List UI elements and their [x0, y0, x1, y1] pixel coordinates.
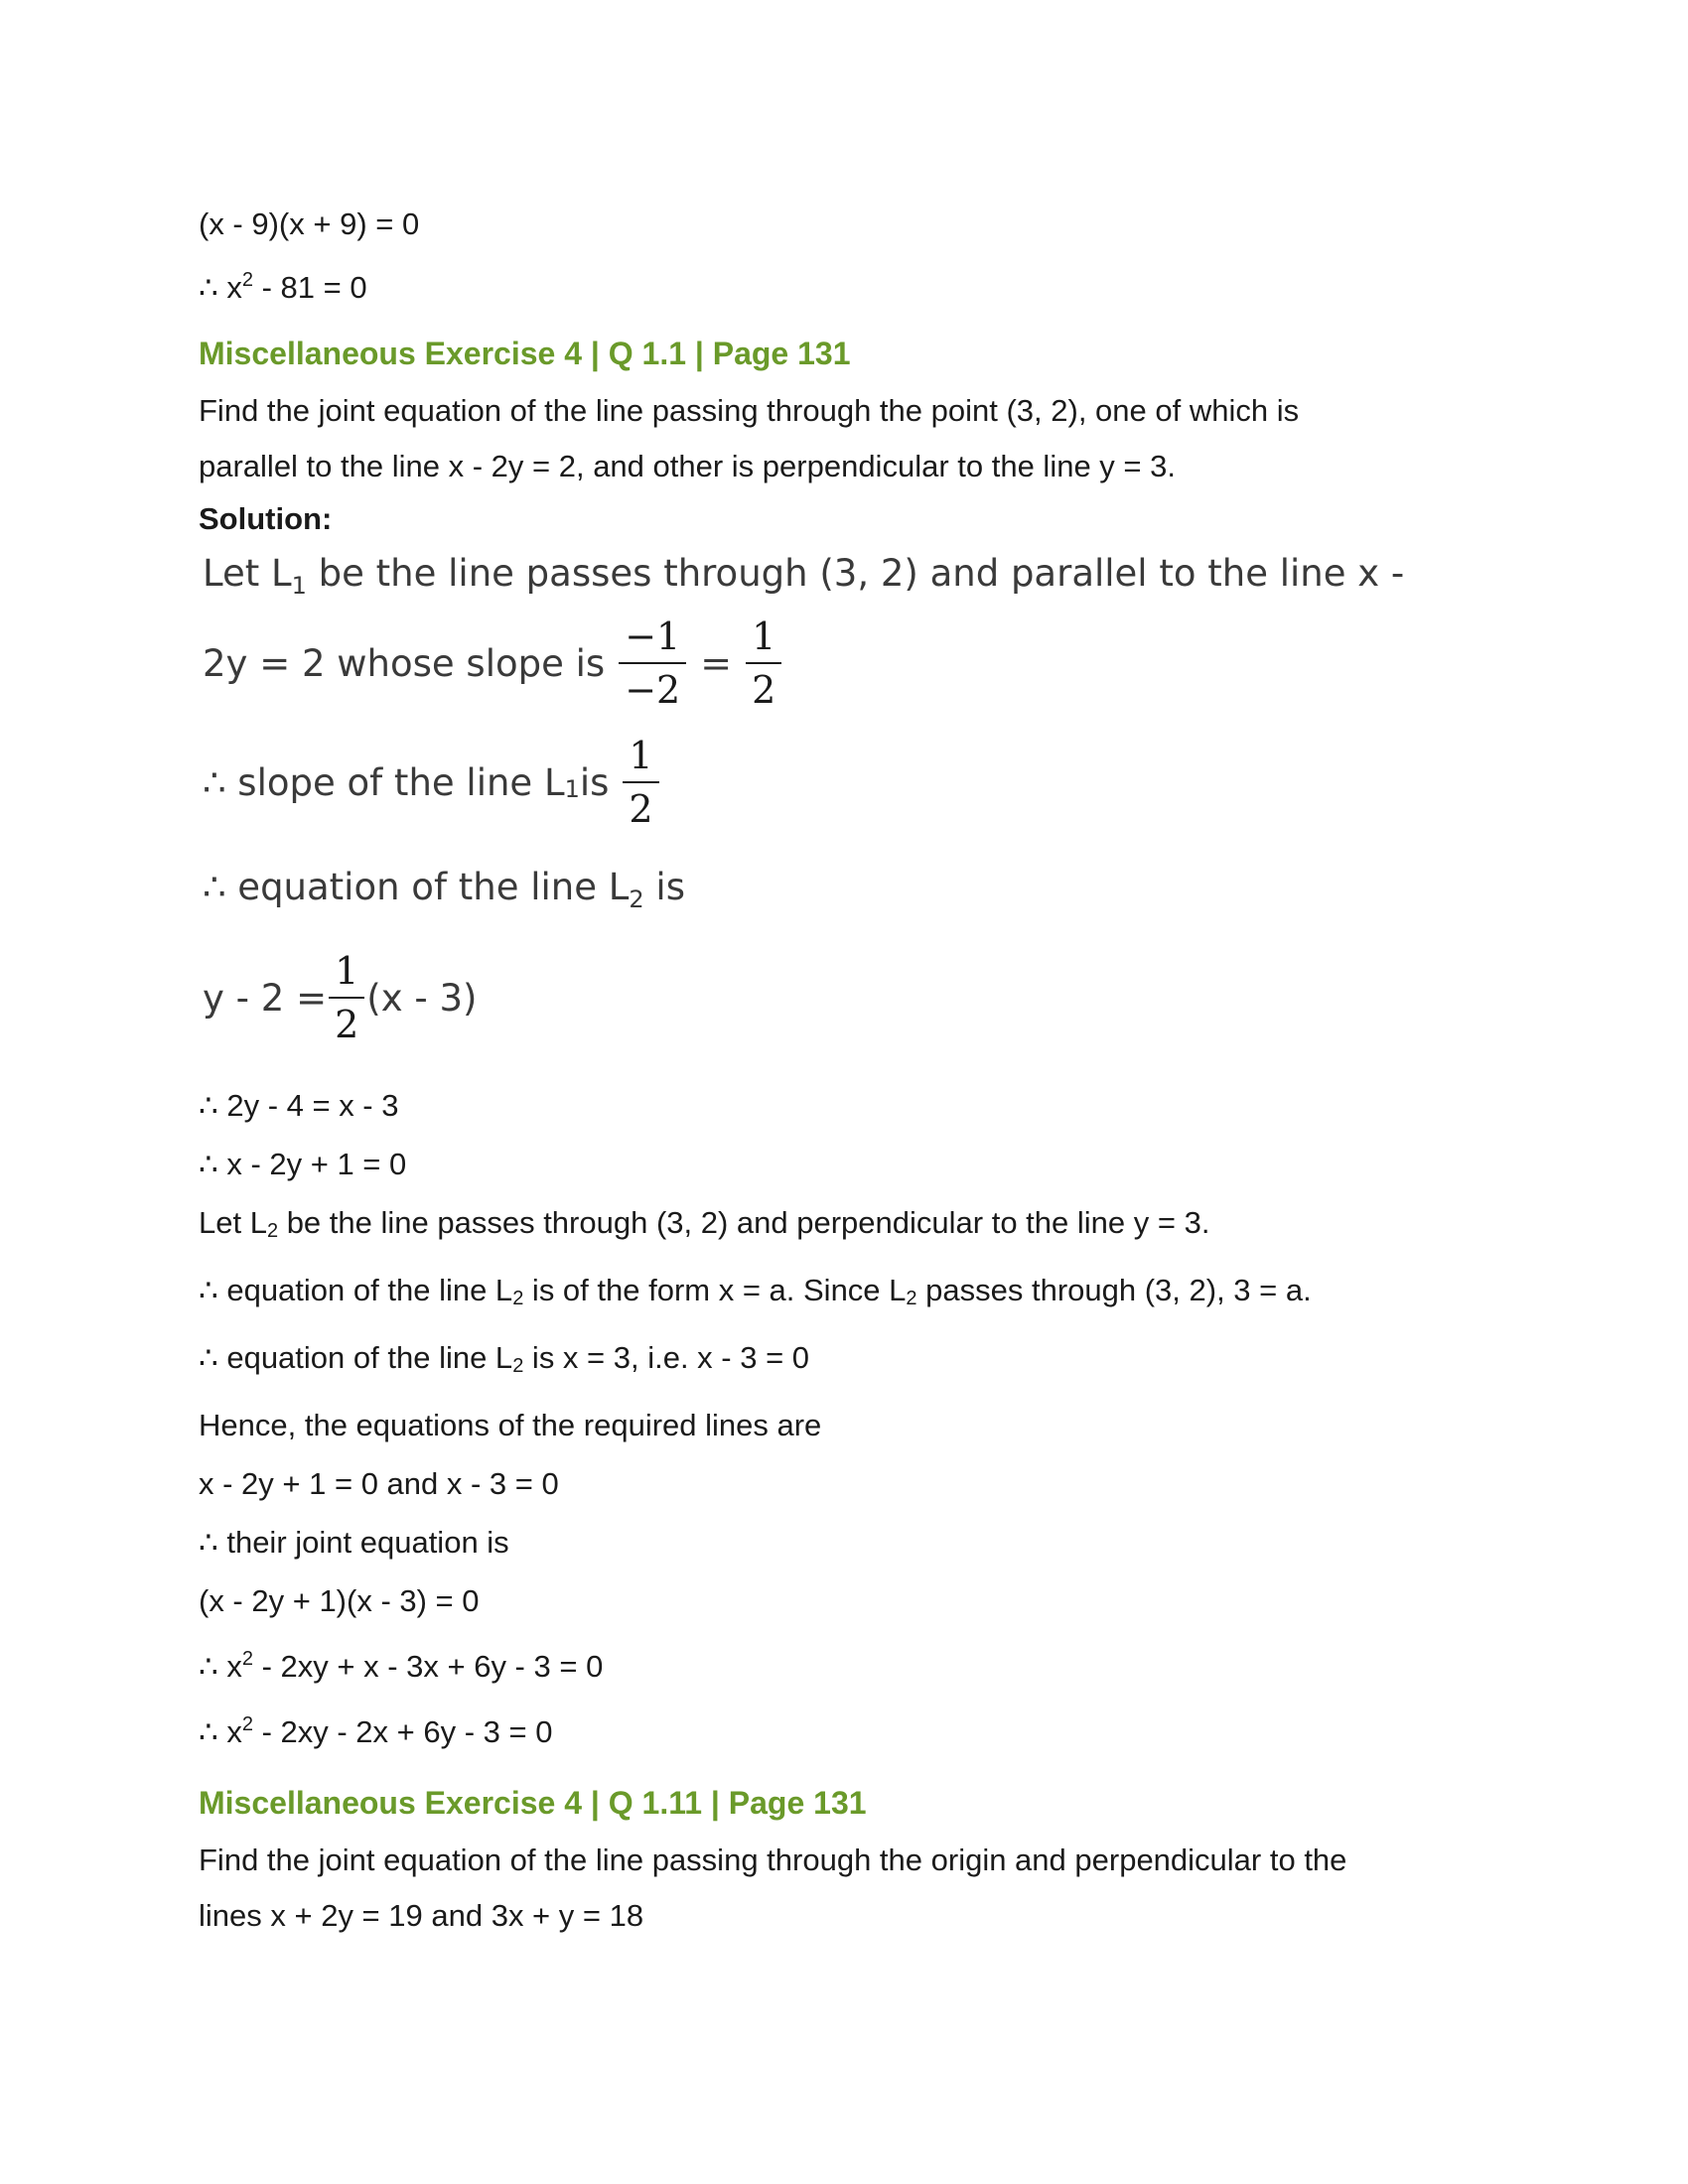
solution-step: x - 2y + 1 = 0 and x - 3 = 0 — [199, 1466, 559, 1501]
solution-step: ∴ 2y - 4 = x - 3 — [199, 1088, 399, 1123]
fraction: $\frac{1}{2}$ — [623, 734, 658, 831]
fraction: $\frac{-1}{-2}$ — [619, 614, 686, 712]
solution-image-line: ∴ slope of the line L 1 is $\frac{1}{2}$ — [203, 723, 1489, 842]
solution-image-line: Let $L_1$ be the line passes through (3, 2) and parallel to the line x - — [203, 552, 1405, 600]
question-text: Find the joint equation of the line passing through the point (3, 2), one of which is — [199, 393, 1300, 428]
equation-line: (x - 9)(x + 9) = 0 — [199, 206, 420, 241]
question-heading: Miscellaneous Exercise 4 | Q 1.1 | Page 131 — [199, 336, 851, 371]
solution-image — [203, 544, 1489, 1062]
fraction: $\frac{1}{2}$ — [746, 614, 781, 712]
solution-label: Solution: — [199, 501, 333, 536]
solution-step: ∴ x - 2y + 1 = 0 — [199, 1147, 407, 1181]
equation-line: ∴ $x^2 - 81 = 0$ — [199, 269, 367, 305]
solution-step: Hence, the equations of the required lines are — [199, 1408, 822, 1442]
solution-step: ∴ equation of the line $L_2$ is of the form x = a. Since $L_2$ passes through (3, 2), 3 = a. — [199, 1273, 1312, 1309]
solution-image-line: ∴ equation of the line $L_2$ is — [203, 866, 685, 913]
solution-image-line: y - 2 = $\frac{1}{2}$ (x - 3) — [203, 949, 478, 1046]
fraction: $\frac{1}{2}$ — [329, 949, 364, 1046]
solution-step: ∴ $x^2 - 2xy + x - 3x + 6y - 3 = 0$ — [199, 1648, 604, 1684]
solution-step: ∴ their joint equation is — [199, 1525, 509, 1560]
solution-image-line: 2y = 2 whose slope is $\frac{-1}{-2}$ = $\frac{1}{2}$ — [203, 604, 1489, 723]
solution-step: (x - 2y + 1)(x - 3) = 0 — [199, 1583, 480, 1618]
solution-step: ∴ $x^2 - 2xy - 2x + 6y - 3 = 0$ — [199, 1713, 553, 1749]
solution-step: Let $L_2$ be the line passes through (3, 2) and perpendicular to the line y = 3. — [199, 1205, 1210, 1242]
question-heading: Miscellaneous Exercise 4 | Q 1.11 | Page 131 — [199, 1785, 867, 1821]
document-page — [199, 197, 1489, 1944]
question-text: lines x + 2y = 19 and 3x + y = 18 — [199, 1898, 644, 1933]
question-text: parallel to the line x - 2y = 2, and other is perpendicular to the line y = 3. — [199, 449, 1176, 483]
question-text: Find the joint equation of the line passing through the origin and perpendicular to the — [199, 1843, 1347, 1877]
solution-step: ∴ equation of the line $L_2$ is x = 3, i.e. x - 3 = 0 — [199, 1340, 810, 1377]
